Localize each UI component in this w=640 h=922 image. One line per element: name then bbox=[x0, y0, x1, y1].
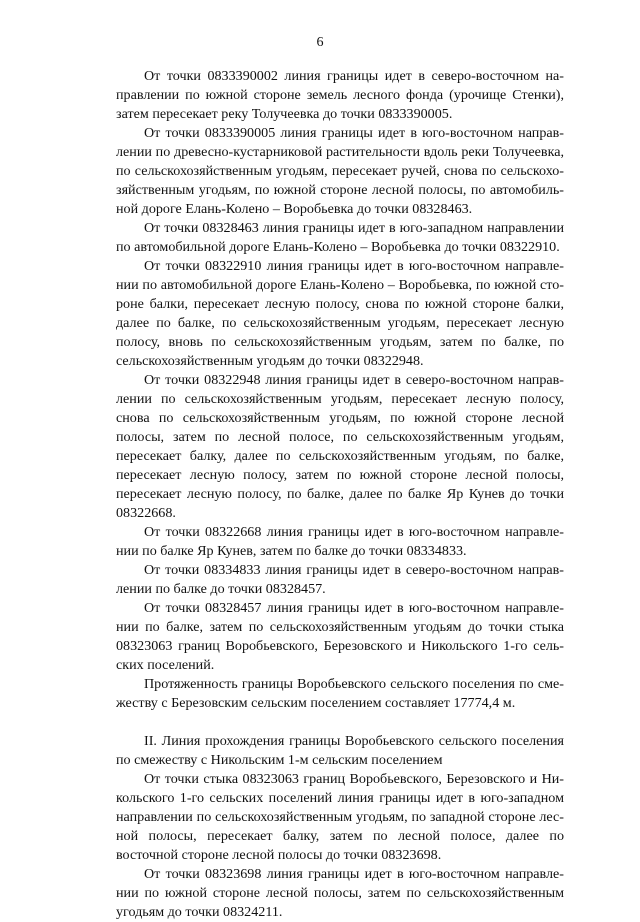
section-heading: II. Линия прохождения границы Воробьевского сельского поселения по смежеству с Никольским 1-м сельским поселением bbox=[116, 733, 564, 768]
paragraph: От точки 0833390005 линия границы идет в юго-восточном направлении по древесно-кустарниковой растительности вдоль реки Толучеевка, по сельскохозяйственным угодьям, пересекает ручей, снова по сельскохозяйственным угодьям, по южной стороне лесной полосы, по автомобильной дороге Елань-Колено – Воробьевка до точки 08328463. bbox=[116, 125, 564, 217]
paragraph: От точки 08322910 линия границы идет в юго-восточном направлении по автомобильной дороге Елань-Колено – Воробьевка, по южной стороне балки, пересекает лесную полосу, снова по южной стороне балки, далее по балке, по сельскохозяйственным угодьям, пересекает лесную полосу, вновь по сельскохозяйственным угодьям, затем по балке, по сельскохозяйственным угодьям до точки 08322948. bbox=[116, 258, 564, 369]
paragraph: От точки 08328463 линия границы идет в юго-западном направлении по автомобильной дороге Елань-Колено – Воробьевка до точки 08322910. bbox=[116, 220, 564, 255]
document-body bbox=[116, 67, 564, 922]
paragraph: От точки стыка 08323063 границ Воробьевского, Березовского и Никольского 1-го сельских поселений линия границы идет в юго-западном направлении по сельскохозяйственным угодьям, по западной стороне лесной полосы, пересекает балку, затем по лесной полосе, далее по восточной стороне лесной полосы до точки 08323698. bbox=[116, 771, 564, 863]
paragraph: От точки 08322668 линия границы идет в юго-восточном направлении по балке Яр Кунев, затем по балке до точки 08334833. bbox=[116, 524, 564, 559]
page-number: 6 bbox=[316, 34, 324, 50]
paragraph: От точки 08323698 линия границы идет в юго-восточном направлении по южной стороне лесной полосы, затем по сельскохозяйственным угодьям до точки 08324211. bbox=[116, 866, 564, 920]
paragraph: От точки 08328457 линия границы идет в юго-восточном направлении по балке, затем по сельскохозяйственным угодьям до точки стыка 08323063 границ Воробьевского, Березовского и Никольского 1-го сельских поселений. bbox=[116, 600, 564, 673]
paragraph: От точки 08322948 линия границы идет в северо-восточном направлении по сельскохозяйственным угодьям, пересекает лесную полосу, снова по сельскохозяйственным угодьям, по южной стороне лесной полосы, затем по лесной полосе, по сельскохозяйственным угодьям, пересекает балку, далее по сельскохозяйственным угодьям, по балке, пересекает лесную полосу, затем по южной стороне лесной полосы, пересекает лесную полосу, по балке, далее по балке Яр Кунев до точки 08322668. bbox=[116, 372, 564, 521]
section-spacer bbox=[116, 713, 564, 732]
length-summary: Протяженность границы Воробьевского сельского поселения по смежеству с Березовским сельским поселением составляет 17774,4 м. bbox=[116, 676, 564, 711]
paragraph: От точки 08334833 линия границы идет в северо-восточном направлении по балке до точки 08328457. bbox=[116, 562, 564, 597]
paragraph: От точки 0833390002 линия границы идет в северо-восточном направлении по южной стороне земель лесного фонда (урочище Стенки), затем пересекает реку Толучеевка до точки 0833390005. bbox=[116, 68, 564, 122]
